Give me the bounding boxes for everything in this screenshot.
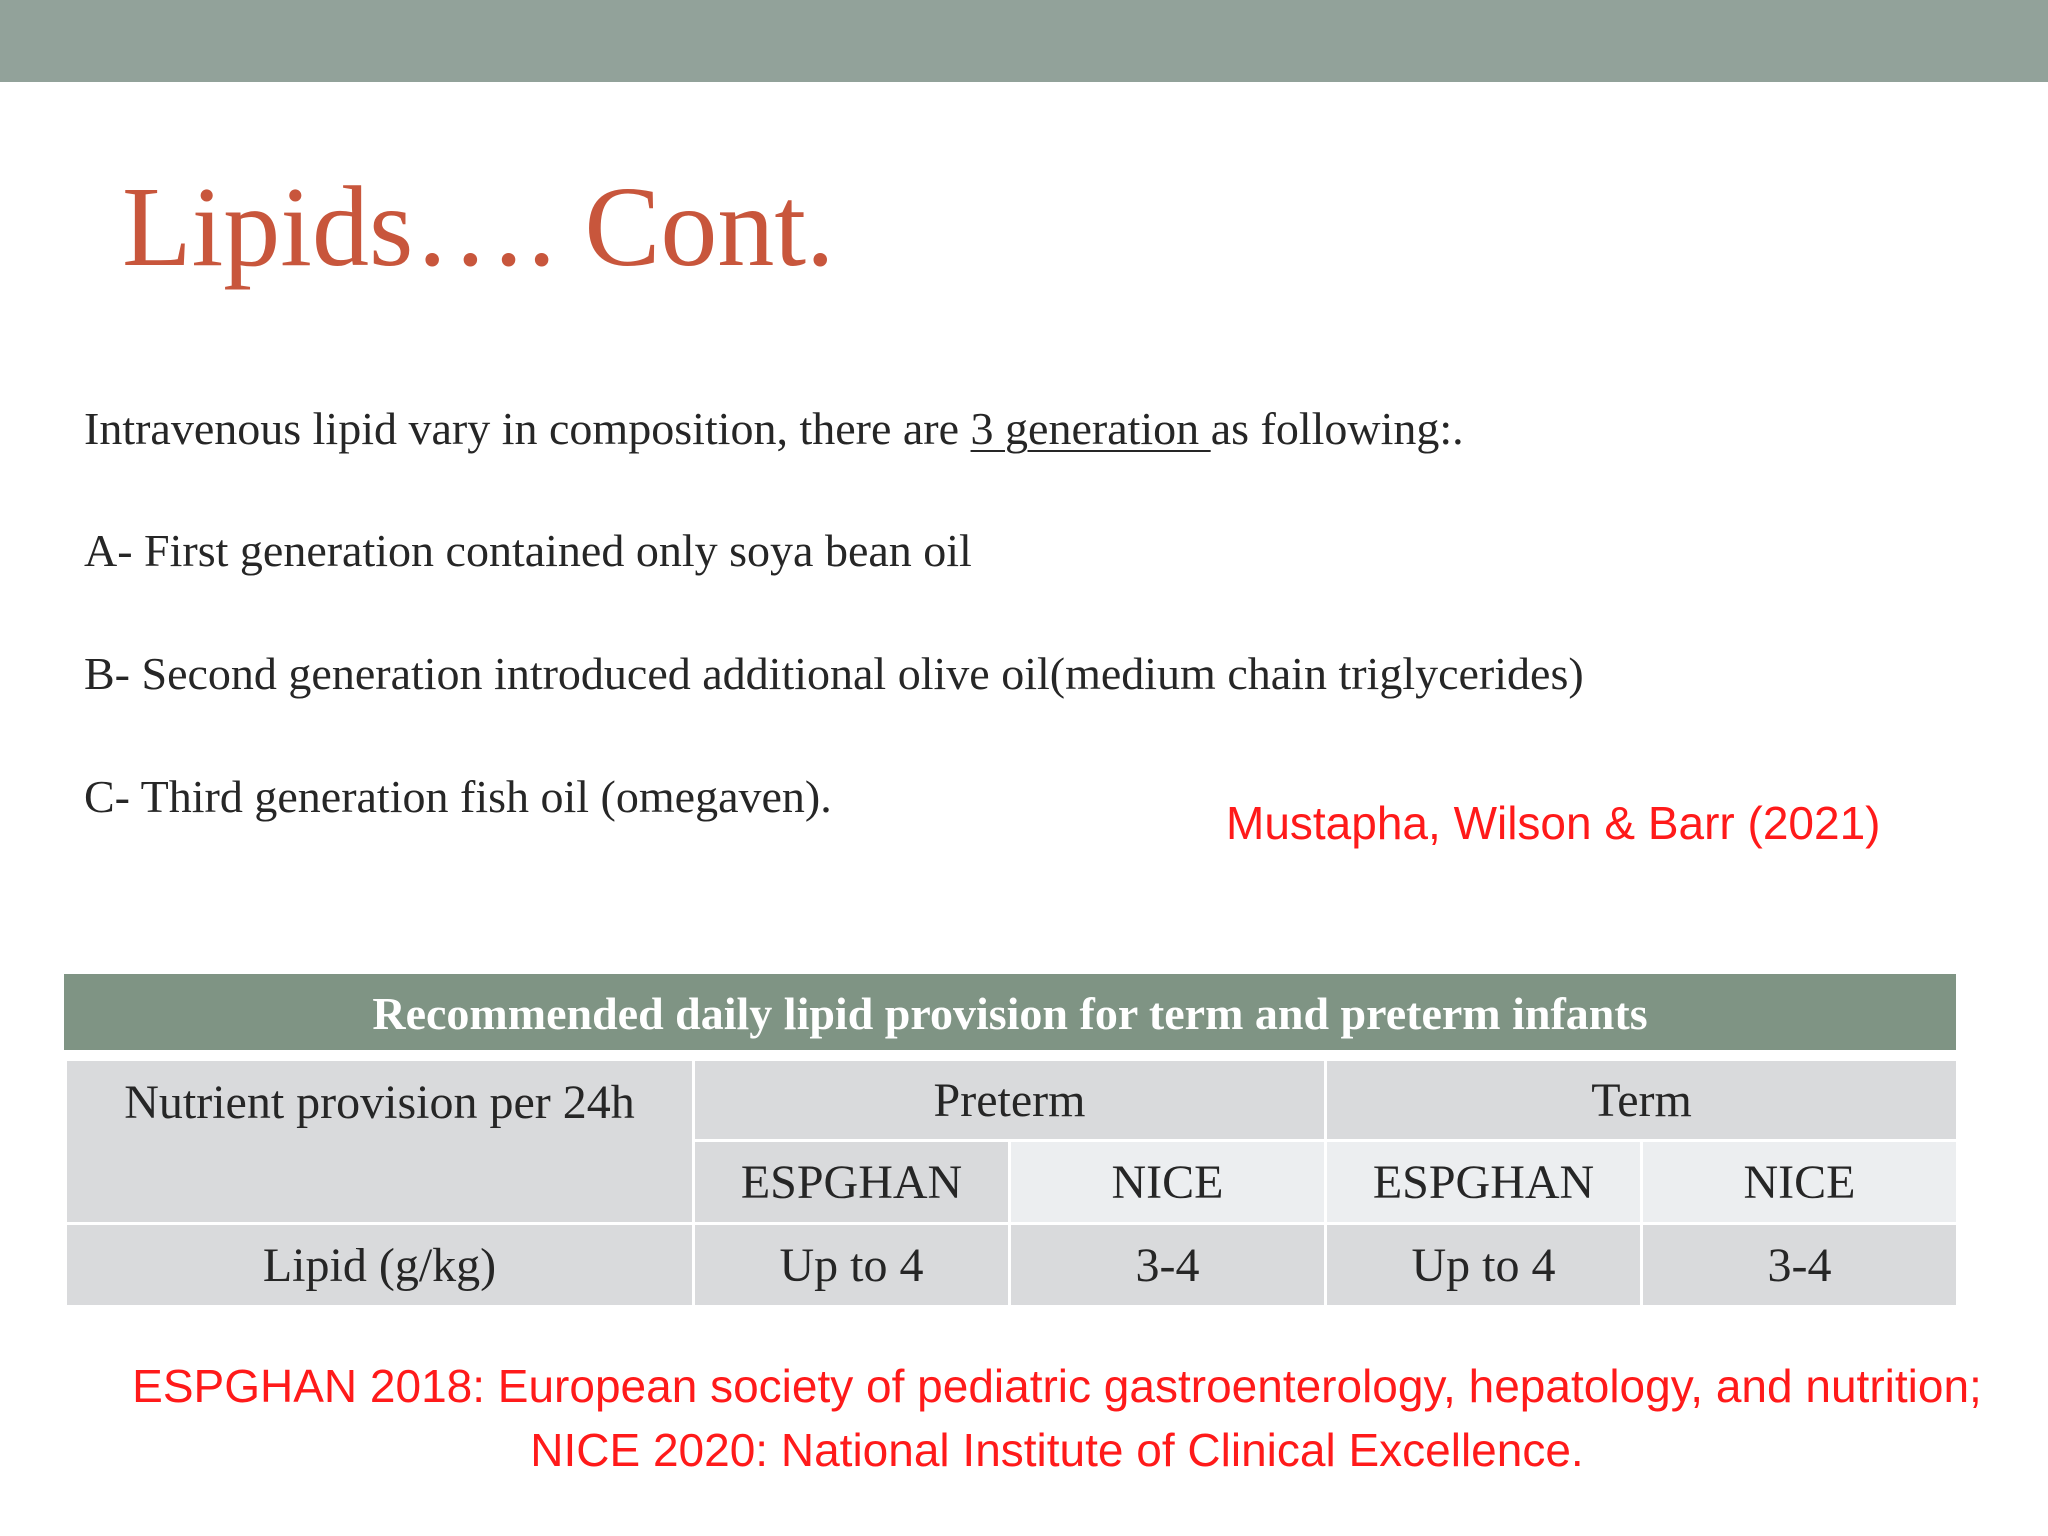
item-a: A- First generation contained only soya bean oil [84,525,972,576]
lipid-grid [64,1058,1959,1308]
cell-preterm-espghan: Up to 4 [694,1224,1010,1307]
sub-header-preterm-espghan: ESPGHAN [694,1141,1010,1224]
intro-text-end: as following:. [1210,403,1464,454]
intro-text: Intravenous lipid vary in composition, there are [84,403,971,454]
citation-mustapha: Mustapha, Wilson & Barr (2021) [1226,797,1881,849]
item-b: B- Second generation introduced additional olive oil(medium chain triglycerides) [84,648,1584,699]
top-accent-bar [0,0,2048,82]
sub-header-term-nice: NICE [1642,1141,1958,1224]
intro-paragraph [84,403,1464,454]
cell-preterm-nice: 3-4 [1010,1224,1326,1307]
row-header-nutrient: Nutrient provision per 24h [66,1060,694,1224]
cell-term-nice: 3-4 [1642,1224,1958,1307]
row-label-lipid: Lipid (g/kg) [66,1224,694,1307]
item-c: C- Third generation fish oil (omegaven). [84,771,832,822]
slide-title: Lipids…. Cont. [122,163,835,290]
cell-term-espghan: Up to 4 [1326,1224,1642,1307]
citation-footer: ESPGHAN 2018: European society of pediatric gastroenterology, hepatology, and nutrition; NICE 2020: National Institute of Clinical Excellence. [132,1360,1982,1476]
intro-underlined-text: 3 generation [970,403,1211,454]
group-header-term: Term [1326,1060,1958,1141]
sub-header-preterm-nice: NICE [1010,1141,1326,1224]
lipid-table [64,974,1956,1308]
table-title: Recommended daily lipid provision for term and preterm infants [64,974,1956,1050]
sub-header-term-espghan: ESPGHAN [1326,1141,1642,1224]
group-header-preterm: Preterm [694,1060,1326,1141]
